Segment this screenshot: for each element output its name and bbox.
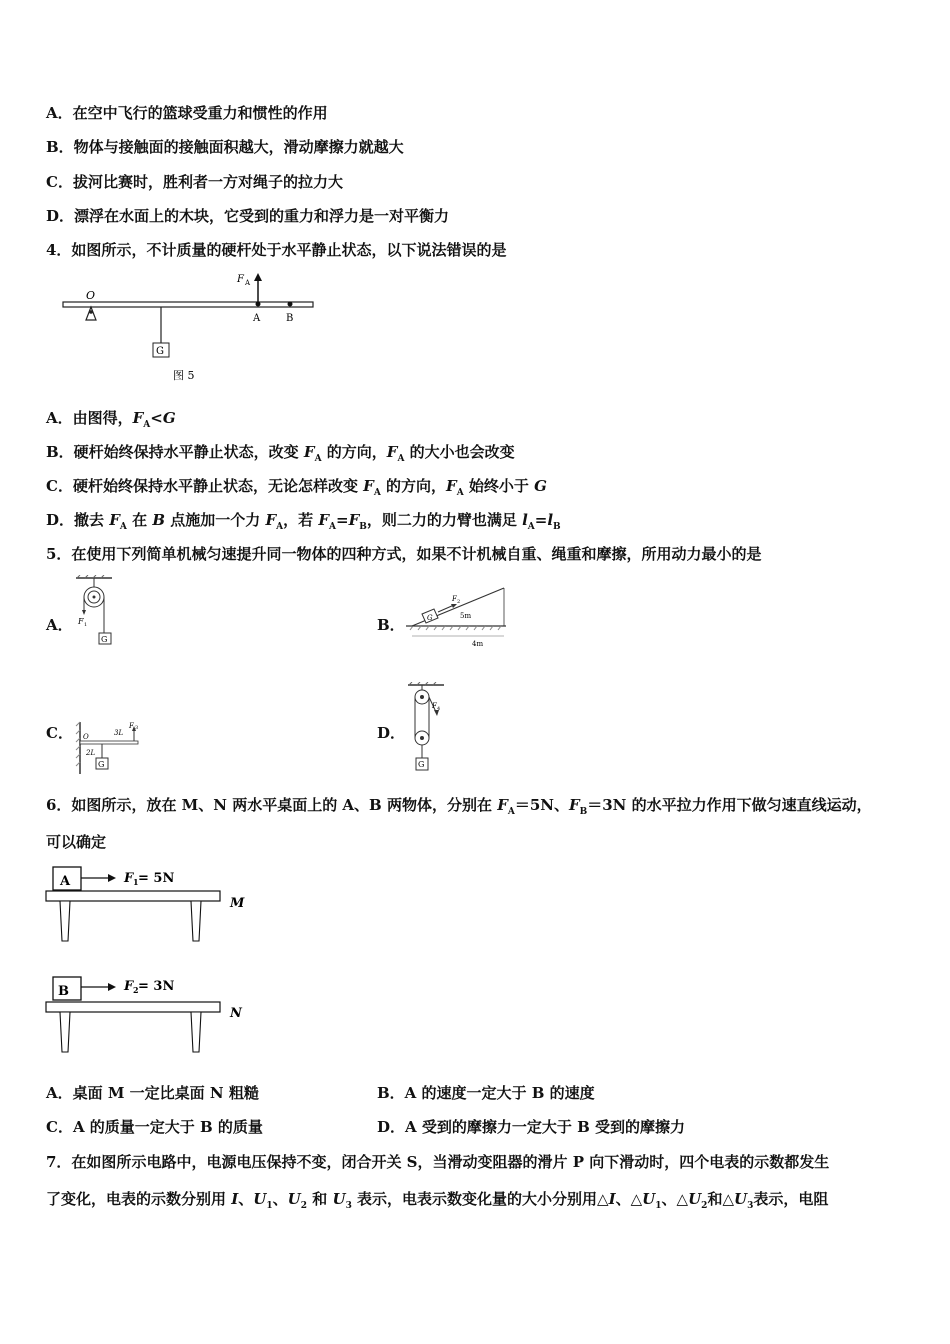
svg-text:1: 1 bbox=[84, 622, 88, 628]
svg-text:F: F bbox=[432, 702, 437, 710]
point-b-label: B bbox=[286, 313, 294, 324]
svg-text:3: 3 bbox=[135, 725, 139, 731]
svg-text:F: F bbox=[129, 722, 134, 730]
q7-stem-line1: 7．在如图所示电路中，电源电压保持不变，闭合开关 S，当滑动变阻器的滑片 P 向下滑动时，四个电表的示数都发生 bbox=[46, 1153, 830, 1171]
q3-option-d: D．漂浮在水面上的木块，它受到的重力和浮力是一对平衡力 bbox=[46, 207, 450, 225]
q6-stem-line2: 可以确定 bbox=[46, 833, 107, 851]
q3-option-a: A．在空中飞行的篮球受重力和惯性的作用 bbox=[46, 104, 328, 122]
q5-option-b-label: B． bbox=[377, 616, 405, 634]
q4-option-a: A．由图得，$F_A<G$ bbox=[46, 409, 176, 430]
svg-text:F: F bbox=[78, 617, 84, 626]
svg-text:O: O bbox=[83, 733, 89, 741]
q4-stem: 4．如图所示，不计质量的硬杆处于水平静止状态，以下说法错误的是 bbox=[46, 241, 507, 259]
table-n-label: N bbox=[230, 1006, 242, 1021]
svg-text:F: F bbox=[452, 595, 457, 603]
q6-option-b: B．A 的速度一定大于 B 的速度 bbox=[377, 1084, 595, 1102]
svg-text:3L: 3L bbox=[114, 729, 124, 737]
point-o-label: O bbox=[86, 289, 96, 302]
q5-option-a-label: A． bbox=[46, 616, 73, 634]
q5-stem: 5．在使用下列简单机械匀速提升同一物体的四种方式，如果不计机械自重、绳重和摩擦，所用动力最小的是 bbox=[46, 545, 762, 563]
svg-text:5m: 5m bbox=[460, 612, 472, 620]
q5-figure-a-pulley bbox=[72, 575, 122, 650]
q6-stem-line1: 6．如图所示，放在 M、N 两水平桌面上的 A、B 两物体，分别在 $F_A=5N$、$F_B=3N$ 的水平拉力作用下做匀速直线运动， bbox=[46, 796, 872, 817]
svg-text:= 5N: = 5N bbox=[138, 871, 175, 886]
force-arrow-icon bbox=[108, 874, 116, 882]
q3-option-b: B．物体与接触面的接触面积越大，滑动摩擦力就越大 bbox=[46, 138, 404, 156]
svg-text:G: G bbox=[427, 614, 433, 622]
q6-tables-figure bbox=[44, 862, 254, 1057]
block-a-label: A bbox=[60, 874, 71, 889]
q6-option-c: C．A 的质量一定大于 B 的质量 bbox=[46, 1118, 263, 1136]
q3-option-c: C．拔河比赛时，胜利者一方对绳子的拉力大 bbox=[46, 173, 343, 191]
svg-text:2L: 2L bbox=[86, 749, 96, 757]
q4-option-d: D．撤去 $F_A$ 在 B 点施加一个力 $F_A$，若 $F_A=F_B$，则二力的力臂也满足 $l_A=l_B$ bbox=[46, 511, 561, 532]
table-m-label: M bbox=[230, 896, 245, 911]
svg-text:A: A bbox=[245, 279, 251, 287]
figure-caption: 图 5 bbox=[173, 369, 195, 382]
force-fa-label: F bbox=[237, 274, 244, 285]
q4-lever-figure bbox=[55, 265, 325, 385]
svg-text:4m: 4m bbox=[472, 640, 484, 648]
q6-option-d: D．A 受到的摩擦力一定大于 B 受到的摩擦力 bbox=[377, 1118, 685, 1136]
q4-option-c: C．硬杆始终保持水平静止状态，无论怎样改变 $F_A$ 的方向，$F_A$ 始终小于 G bbox=[46, 477, 547, 498]
svg-text:= 3N: = 3N bbox=[138, 979, 175, 994]
q5-option-d-label: D． bbox=[377, 724, 406, 742]
svg-text:G: G bbox=[101, 635, 108, 644]
q5-figure-d-pulley-block bbox=[404, 682, 448, 777]
force-arrow-icon bbox=[108, 983, 116, 991]
svg-text:F: F bbox=[124, 871, 134, 886]
q5-option-c-label: C． bbox=[46, 724, 73, 742]
svg-text:F: F bbox=[124, 979, 134, 994]
svg-text:G: G bbox=[418, 760, 425, 769]
q6-option-a: A．桌面 M 一定比桌面 N 粗糙 bbox=[46, 1084, 259, 1102]
q4-option-b: B．硬杆始终保持水平静止状态，改变 $F_A$ 的方向，$F_A$ 的大小也会改变 bbox=[46, 443, 515, 464]
svg-text:4: 4 bbox=[437, 706, 441, 712]
force-arrow-icon bbox=[254, 273, 262, 281]
point-a-label: A bbox=[253, 313, 261, 324]
q5-figure-c-lever bbox=[72, 718, 144, 776]
block-b-label: B bbox=[58, 984, 69, 999]
svg-text:1: 1 bbox=[133, 877, 139, 887]
svg-text:2: 2 bbox=[457, 599, 461, 605]
svg-text:2: 2 bbox=[133, 985, 139, 995]
svg-text:G: G bbox=[98, 760, 105, 769]
weight-g-label: G bbox=[156, 346, 164, 357]
q5-figure-b-incline bbox=[402, 582, 512, 652]
q7-stem-line2: 了变化，电表的示数分别用 I、$U_1$、$U_2$ 和 $U_3$ 表示，电表示数变化量的大小分别用△I、$\triangle U_1$、$\triangle U_2$和$\triangle U_3$表示，电阻 bbox=[46, 1190, 829, 1211]
